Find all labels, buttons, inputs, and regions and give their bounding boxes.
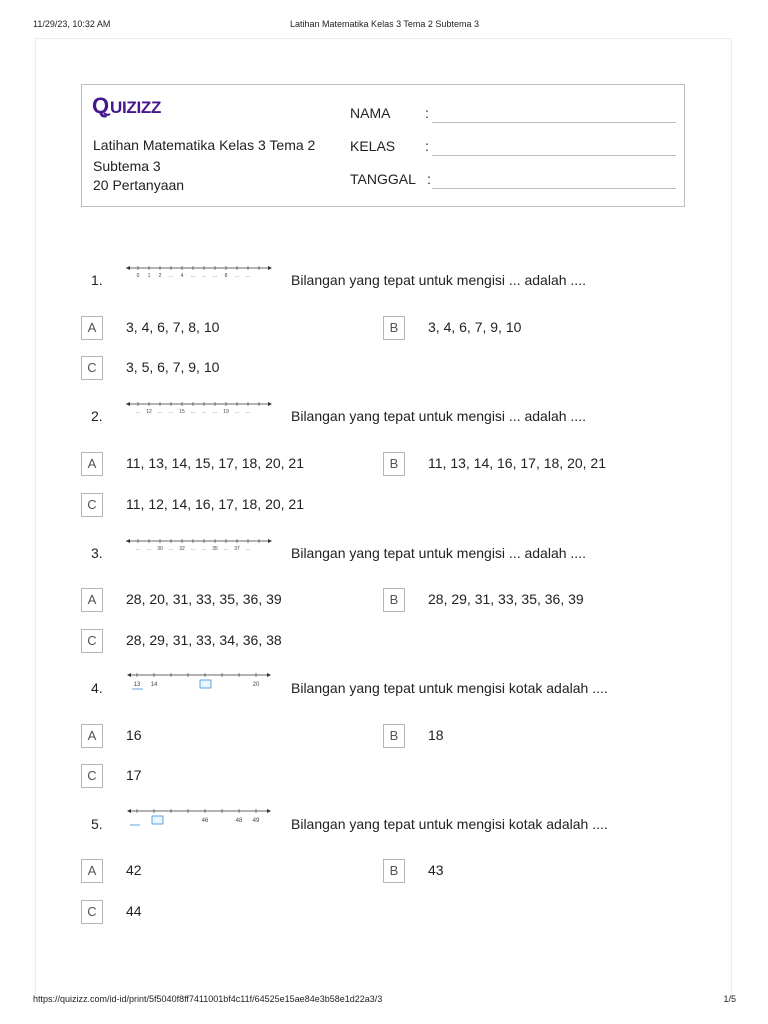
question-text: Bilangan yang tepat untuk mengisi kotak adalah .... — [291, 816, 608, 832]
option-text: 28, 20, 31, 33, 35, 36, 39 — [126, 591, 282, 607]
name-label: NAMA — [350, 105, 391, 121]
number-line-image — [124, 670, 274, 694]
option-letter: C — [81, 629, 103, 653]
option-letter: C — [81, 764, 103, 788]
quiz-title-line2: Subtema 3 — [93, 158, 161, 174]
option-letter: A — [81, 859, 103, 883]
option-text: 17 — [126, 767, 142, 783]
number-line-image — [124, 535, 274, 559]
question-text: Bilangan yang tepat untuk mengisi ... adalah .... — [291, 545, 586, 561]
tick-label: ... — [135, 409, 141, 415]
name-field[interactable] — [350, 99, 676, 123]
tick-label: 13 — [133, 682, 141, 688]
option-letter: C — [81, 493, 103, 517]
tick-label: ... — [168, 409, 174, 415]
tick-label: ... — [212, 409, 218, 415]
tick-label: ... — [223, 546, 229, 552]
option-text: 11, 13, 14, 16, 17, 18, 20, 21 — [428, 455, 606, 471]
option-text: 28, 29, 31, 33, 34, 36, 38 — [126, 632, 282, 648]
date-line — [432, 188, 676, 189]
option-letter: B — [383, 588, 405, 612]
option-text: 11, 13, 14, 15, 17, 18, 20, 21 — [126, 455, 304, 471]
option-letter: B — [383, 452, 405, 476]
option-letter: B — [383, 316, 405, 340]
question-number: 4. — [91, 680, 103, 696]
number-line-image — [124, 262, 274, 286]
number-line-image — [124, 398, 274, 422]
print-header — [33, 19, 736, 31]
print-footer — [33, 994, 736, 1006]
option-text: 3, 4, 6, 7, 9, 10 — [428, 319, 522, 335]
tick-label: 19 — [223, 409, 229, 415]
tick-label: 15 — [179, 409, 185, 415]
quizizz-logo — [92, 91, 182, 119]
tick-label: 48 — [235, 818, 243, 824]
tick-label: 4 — [180, 273, 184, 279]
tick-label: ... — [190, 273, 196, 279]
tick-label: 8 — [224, 273, 228, 279]
date-label: TANGGAL — [350, 171, 416, 187]
print-datetime: 11/29/23, 10:32 AM — [33, 19, 111, 29]
question-count: 20 Pertanyaan — [93, 177, 185, 193]
tick-label: 1 — [147, 273, 151, 279]
option-text: 11, 12, 14, 16, 17, 18, 20, 21 — [126, 496, 304, 512]
print-url: https://quizizz.com/id-id/print/5f5040f8ff7411001bf4c11f/64525e15ae84e3b58e1d22a3/3 — [33, 994, 383, 1004]
tick-label: ... — [190, 409, 196, 415]
class-line — [432, 155, 676, 156]
option-text: 18 — [428, 727, 444, 743]
tick-label: ... — [190, 546, 196, 552]
option-letter: A — [81, 588, 103, 612]
date-colon: : — [427, 171, 431, 187]
tick-label: ... — [245, 273, 251, 279]
question-number: 1. — [91, 272, 103, 288]
tick-label: ... — [234, 273, 240, 279]
option-letter: B — [383, 724, 405, 748]
number-line-image — [124, 806, 274, 830]
tick-label: ... — [201, 273, 207, 279]
tick-label: 14 — [150, 682, 158, 688]
option-letter: C — [81, 900, 103, 924]
option-text: 3, 4, 6, 7, 8, 10 — [126, 319, 220, 335]
question-number: 3. — [91, 545, 103, 561]
tick-label: ... — [245, 409, 251, 415]
option-text: 28, 29, 31, 33, 35, 36, 39 — [428, 591, 584, 607]
tick-label: ... — [212, 273, 218, 279]
tick-label: ... — [245, 546, 251, 552]
question-text: Bilangan yang tepat untuk mengisi ... adalah .... — [291, 408, 586, 424]
date-field[interactable] — [350, 165, 676, 189]
svg-text:Q: Q — [92, 93, 109, 118]
tick-label: ... — [201, 409, 207, 415]
tick-label: 2 — [158, 273, 162, 279]
tick-label: 30 — [157, 546, 163, 552]
class-field[interactable] — [350, 132, 676, 156]
question-text: Bilangan yang tepat untuk mengisi ... adalah .... — [291, 272, 586, 288]
option-text: 16 — [126, 727, 142, 743]
tick-label: ... — [146, 546, 152, 552]
class-label: KELAS — [350, 138, 396, 154]
tick-label: ... — [168, 546, 174, 552]
option-letter: B — [383, 859, 405, 883]
worksheet-header — [81, 84, 685, 207]
option-letter: A — [81, 452, 103, 476]
name-colon: : — [425, 105, 429, 121]
tick-label: 35 — [212, 546, 218, 552]
tick-label: 46 — [201, 818, 209, 824]
tick-label: ... — [234, 409, 240, 415]
tick-label: 12 — [146, 409, 152, 415]
print-page-title: Latihan Matematika Kelas 3 Tema 2 Subtema 3 — [290, 19, 479, 29]
name-line — [432, 122, 676, 123]
option-letter: A — [81, 316, 103, 340]
option-text: 43 — [428, 862, 444, 878]
option-text: 44 — [126, 903, 142, 919]
svg-text:UIZIZZ: UIZIZZ — [110, 98, 162, 117]
quiz-title — [93, 135, 343, 177]
tick-label: 32 — [179, 546, 185, 552]
quiz-title-line1: Latihan Matematika Kelas 3 Tema 2 — [93, 137, 316, 153]
question-number: 5. — [91, 816, 103, 832]
page-number: 1/5 — [723, 994, 736, 1004]
tick-label: 0 — [136, 273, 140, 279]
option-letter: A — [81, 724, 103, 748]
option-letter: C — [81, 356, 103, 380]
class-colon: : — [425, 138, 429, 154]
tick-label: 49 — [252, 818, 260, 824]
option-text: 42 — [126, 862, 142, 878]
tick-label: ... — [168, 273, 174, 279]
tick-label: 37 — [234, 546, 240, 552]
option-text: 3, 5, 6, 7, 9, 10 — [126, 359, 220, 375]
tick-label: ... — [157, 409, 163, 415]
question-text: Bilangan yang tepat untuk mengisi kotak adalah .... — [291, 680, 608, 696]
tick-label: 20 — [252, 682, 260, 688]
tick-label: ... — [135, 546, 141, 552]
question-number: 2. — [91, 408, 103, 424]
tick-label: ... — [201, 546, 207, 552]
